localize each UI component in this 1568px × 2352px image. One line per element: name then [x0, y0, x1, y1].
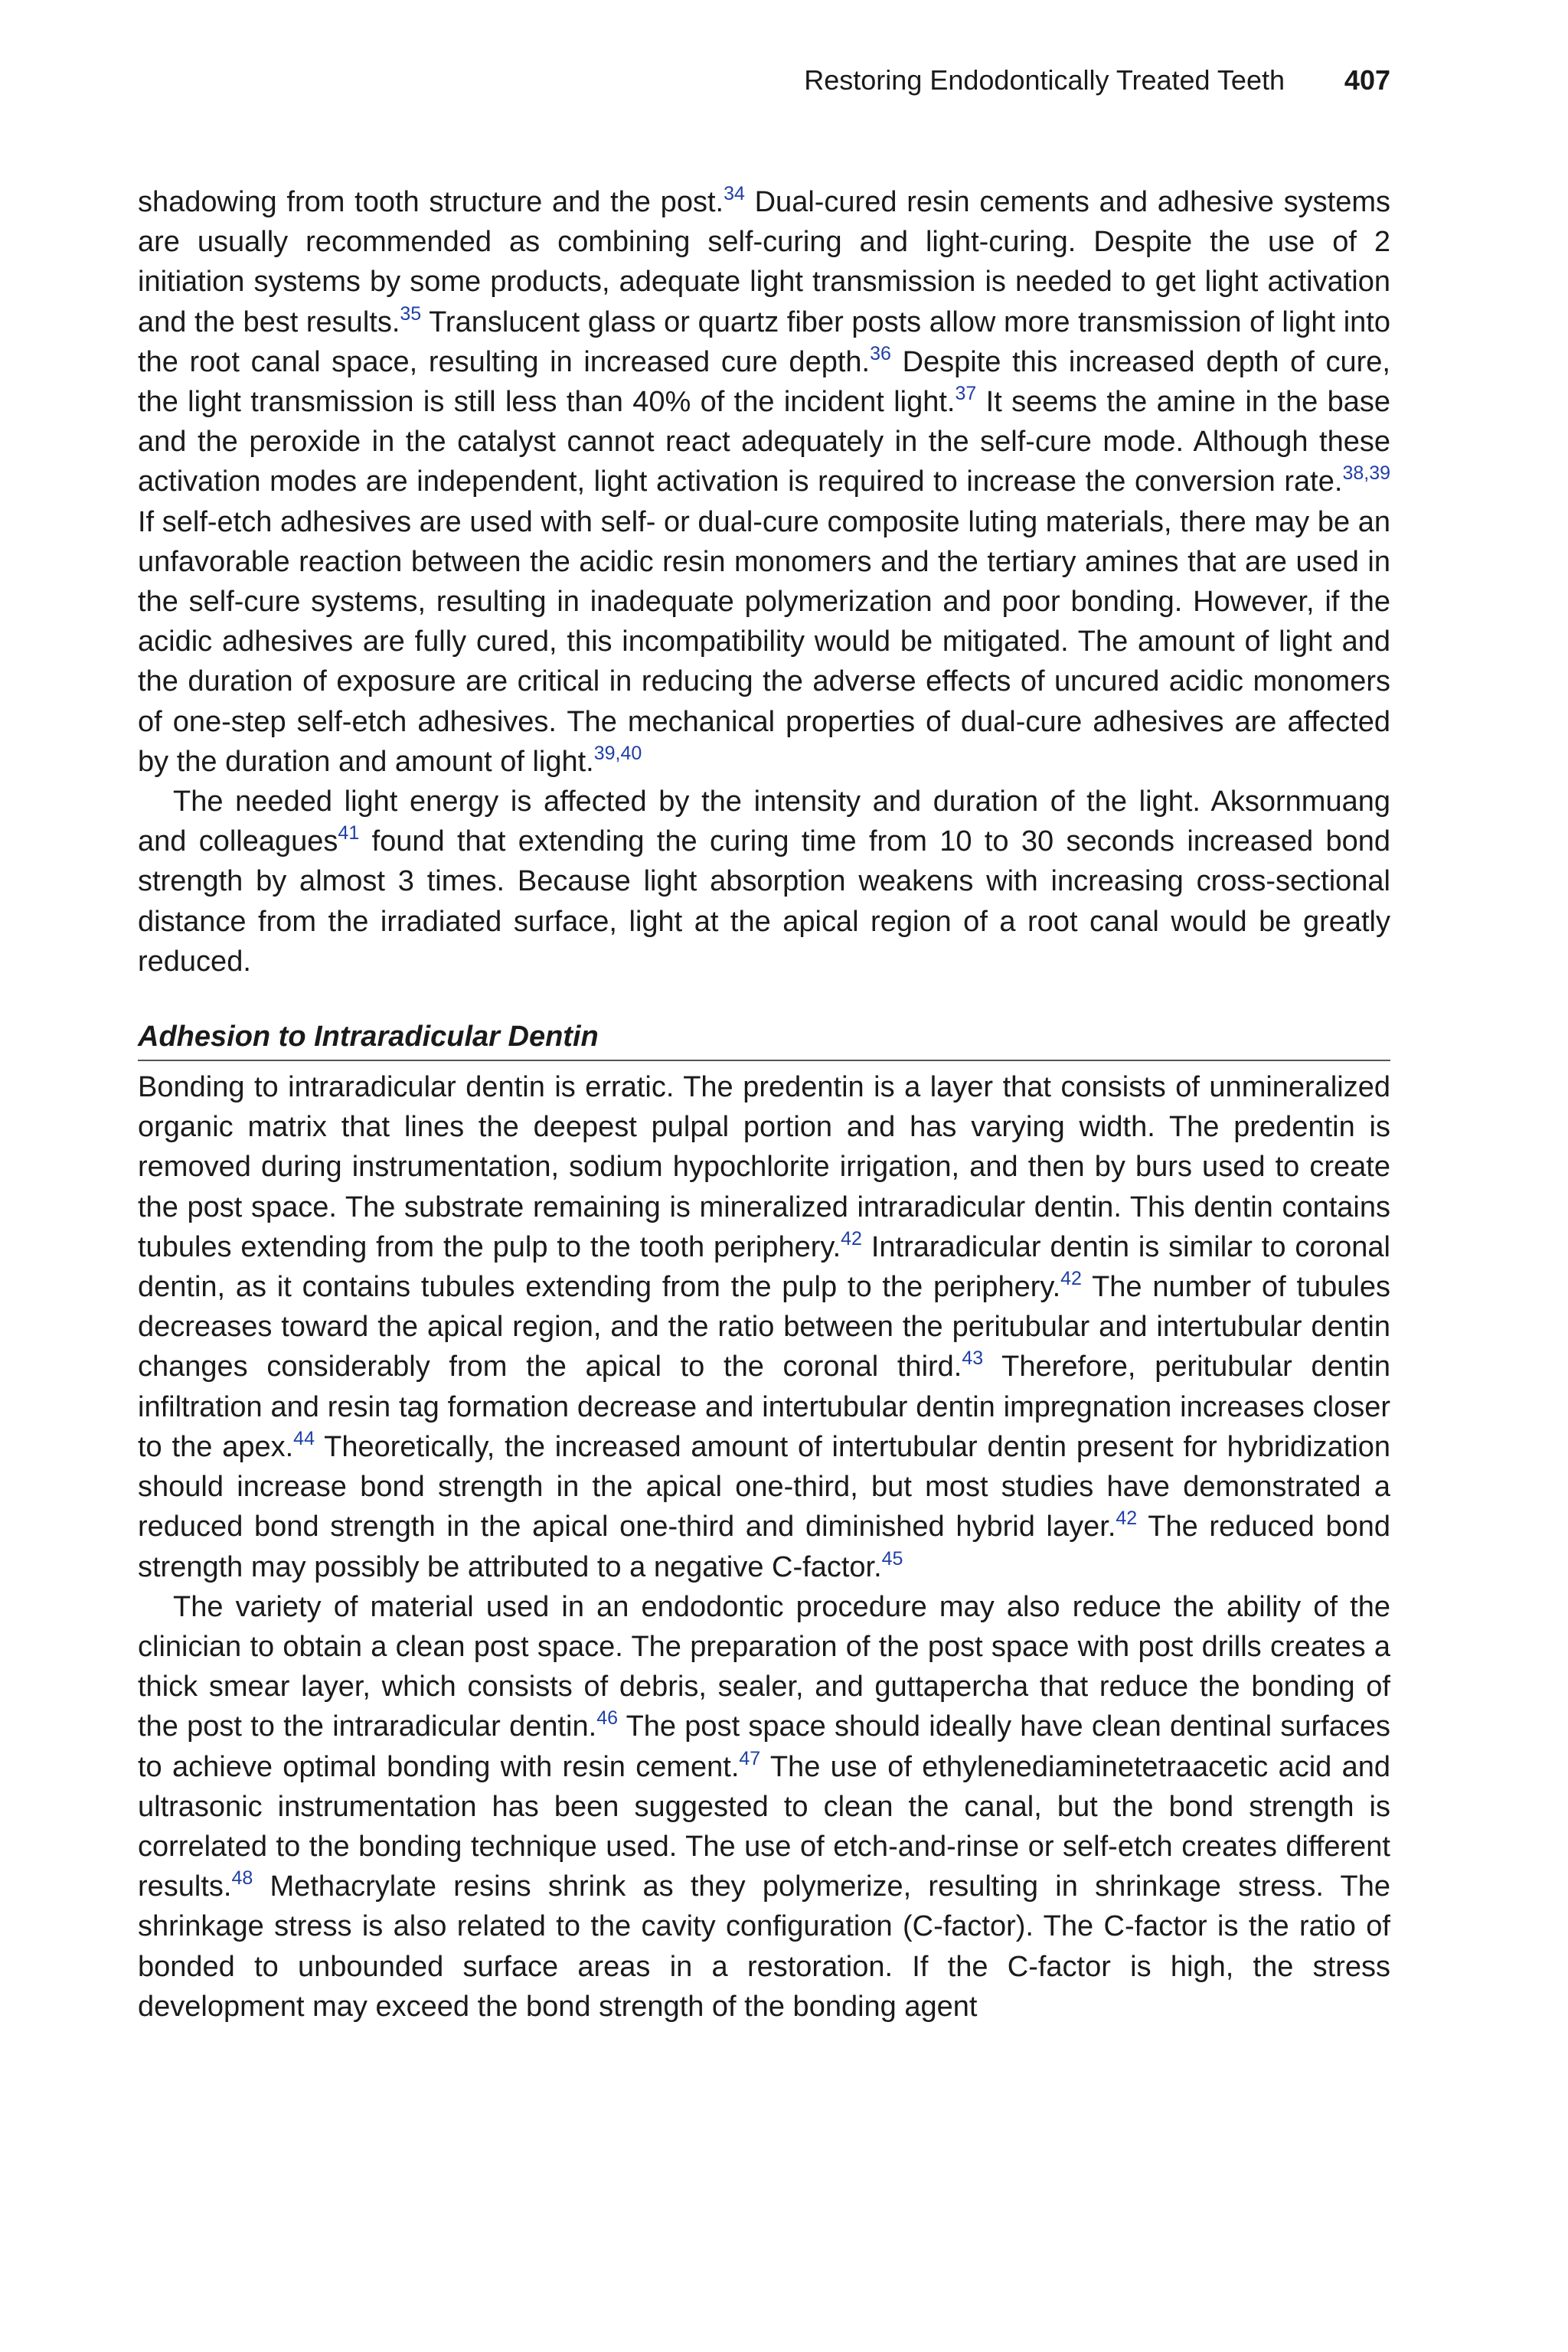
citation-reference[interactable]: 47 [739, 1747, 761, 1769]
text-run: shadowing from tooth structure and the post. [138, 186, 724, 218]
text-run: The use of ethylenediaminetetraacetic acid and ultrasonic instrumentation has been suggested to clean the canal, but the bond strength is correlated to the bonding technique used. The use of etch-and-rinse or self-etch creates different results. [138, 1750, 1390, 1903]
page-number: 407 [1344, 64, 1390, 96]
text-run: Translucent glass or quartz fiber posts allow more transmission of light into the root canal space, resulting in increased cure depth. [138, 305, 1390, 378]
citation-reference[interactable]: 42 [1116, 1508, 1138, 1530]
text-run: The reduced bond strength may possibly be attributed to a negative C-factor. [138, 1511, 1391, 1583]
article-body [138, 182, 1390, 2027]
text-run: Intraradicular dentin is similar to coronal dentin, as it contains tubules extending from the pulp to the periphery. [138, 1230, 1390, 1304]
text-run: If self-etch adhesives are used with self- or dual-cure composite luting materials, there may be an unfavorable reaction between the acidic resin monomers and the tertiary amines that are used in the self-cure systems, resulting in inadequate polymerization and poor bonding. However, if the acidic adhesives are fully cured, this incompatibility would be mitigated. The amount of light and the duration of exposure are critical in reducing the adverse effects of uncured acidic monomers of one-step self-etch adhesives. The mechanical properties of dual-cure adhesives are affected by the duration and amount of light. [138, 505, 1390, 778]
citation-reference[interactable]: 43 [962, 1348, 984, 1370]
text-run: Dual-cured resin cements and adhesive systems are usually recommended as combining self-curing and light-curing. Despite the use of 2 initiation systems by some products, adequate light transmission is needed to get light activation and the best results. [138, 186, 1390, 338]
section-heading: Adhesion to Intraradicular Dentin [138, 1017, 1390, 1061]
text-run: It seems the amine in the base and the peroxide in the catalyst cannot react adequately in the self-cure mode. Although these activation modes are independent, light activation is required to increase the conversion rate. [138, 386, 1390, 498]
page-header [138, 64, 1390, 107]
body-paragraph [138, 1587, 1390, 2027]
citation-reference[interactable]: 45 [881, 1547, 903, 1570]
body-paragraph [138, 1067, 1390, 1587]
text-run: The variety of material used in an endodontic procedure may also reduce the ability of the clinician to obtain a clean post space. The preparation of the post space with post drills creates a thick smear layer, which consists of debris, sealer, and guttapercha that reduce the bonding of the post to the intraradicular dentin. [138, 1590, 1390, 1743]
text-run: The post space should ideally have clean dentinal surfaces to achieve optimal bonding with resin cement. [138, 1710, 1390, 1783]
citation-reference[interactable]: 37 [955, 383, 977, 405]
text-run: Theoretically, the increased amount of intertubular dentin present for hybridization should increase bond strength in the apical one-third, but most studies have demonstrated a reduced bond strength in the apical one-third and diminished hybrid layer. [138, 1430, 1390, 1544]
text-run: Despite this increased depth of cure, the light transmission is still less than 40% of the incident light. [138, 345, 1390, 419]
citation-reference[interactable]: 39,40 [593, 742, 642, 764]
text-run: found that extending the curing time from 10 to 30 seconds increased bond strength by almost 3 times. Because light absorption weakens with increasing cross-sectional distance from the irradiated surface, light at the apical region of a root canal would be greatly reduced. [138, 825, 1390, 978]
text-run: Therefore, peritubular dentin infiltration and resin tag formation decrease and intertubular dentin impregnation increases closer to the apex. [138, 1351, 1390, 1463]
citation-reference[interactable]: 34 [724, 183, 745, 204]
body-paragraph [138, 782, 1390, 982]
citation-reference[interactable]: 36 [870, 342, 891, 364]
text-run: The number of tubules decreases toward the apical region, and the ratio between the peritubular and intertubular dentin changes considerably from the apical to the coronal third. [138, 1271, 1390, 1383]
text-run: Bonding to intraradicular dentin is erratic. The predentin is a layer that consists of unmineralized organic matrix that lines the deepest pulpal portion and has varying width. The predentin is removed during instrumentation, sodium hypochlorite irrigation, and then by burs used to create the post space. The substrate remaining is mineralized intraradicular dentin. This dentin contains tubules extending from the pulp to the tooth periphery. [138, 1071, 1390, 1263]
citation-reference[interactable]: 42 [841, 1227, 862, 1250]
citation-reference[interactable]: 44 [293, 1427, 315, 1449]
running-title: Restoring Endodontically Treated Teeth [804, 64, 1285, 96]
text-run: Methacrylate resins shrink as they polymerize, resulting in shrinkage stress. The shrinkage stress is also related to the cavity configuration (C-factor). The C-factor is the ratio of bonded to unbounded surface areas in a restoration. If the C-factor is high, the stress development may exceed the bond strength of the bonding agent [138, 1870, 1390, 2023]
text-run: The needed light energy is affected by the intensity and duration of the light. Aksornmuang and colleagues [138, 786, 1390, 858]
citation-reference[interactable]: 48 [231, 1867, 253, 1890]
citation-reference[interactable]: 42 [1060, 1268, 1082, 1290]
citation-reference[interactable]: 46 [596, 1707, 618, 1730]
body-paragraph [138, 182, 1390, 782]
citation-reference[interactable]: 41 [338, 822, 360, 844]
citation-reference[interactable]: 35 [400, 302, 422, 325]
citation-reference[interactable]: 38,39 [1342, 462, 1390, 485]
